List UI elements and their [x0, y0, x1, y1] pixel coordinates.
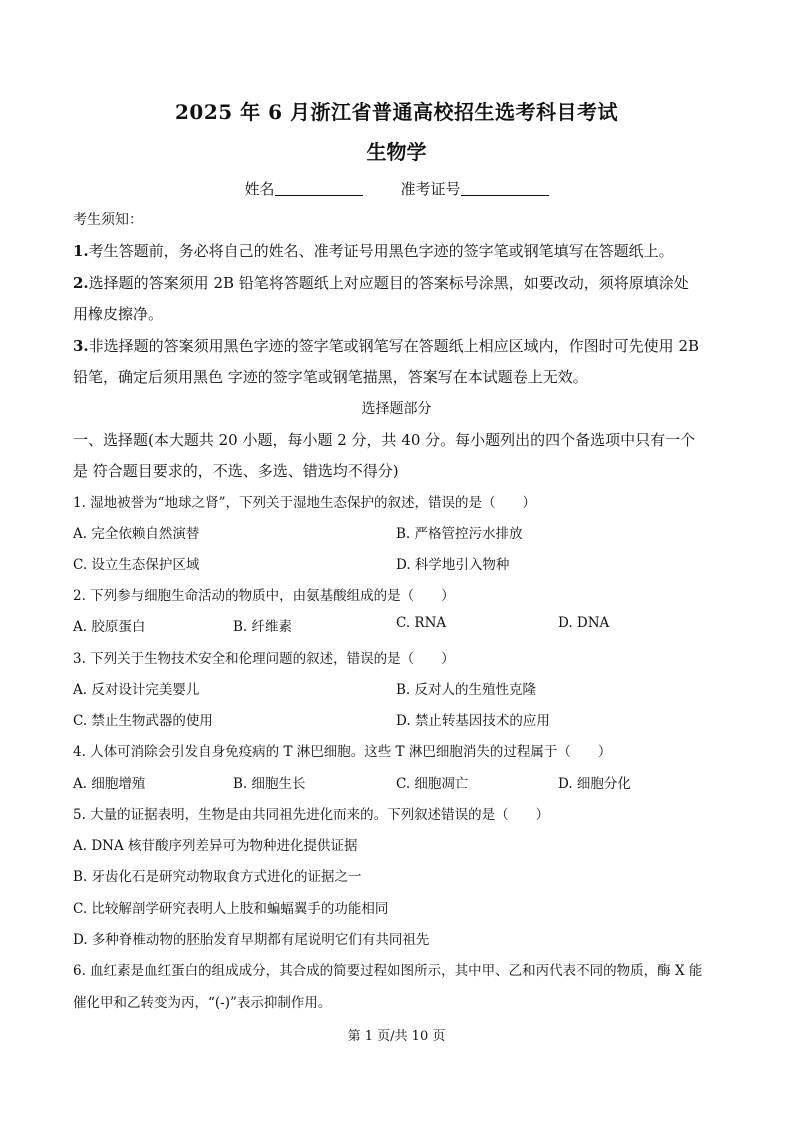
section-title: 选择题部分 [361, 401, 432, 417]
notice-item-2-line-2: 用橡皮擦净。 [73, 305, 164, 323]
question-1-option-a: A. 完全依赖自然演替 [73, 526, 200, 542]
notice-item-2-line-1 [73, 272, 689, 293]
exam-id-label: 准考证号 [400, 180, 461, 198]
notice-item-number: 2. [73, 274, 89, 292]
question-1-option-b: B. 严格管控污水排放 [396, 526, 523, 542]
question-4-option-c: C. 细胞凋亡 [396, 776, 469, 792]
question-4-stem: 4. 人体可消除会引发自身免疫病的 T 淋巴细胞。这些 T 淋巴细胞消失的过程属于（ ） [73, 744, 612, 760]
section-instructions-line-1: 一、选择题(本大题共 20 小题，每小题 2 分，共 40 分。每小题列出的四个备选项中只有一个 [73, 431, 696, 449]
section-instructions-line-2: 是 符合题目要求的，不选、多选、错选均不得分) [73, 462, 399, 480]
question-2-option-a: A. 胶原蛋白 [73, 619, 146, 635]
question-5-stem: 5. 大量的证据表明，生物是由共同祖先进化而来的。下列叙述错误的是（ ） [73, 807, 550, 823]
name-label: 姓名 [244, 180, 275, 198]
notice-item-3-line-1 [73, 335, 699, 356]
question-3-option-a: A. 反对设计完美婴儿 [73, 682, 200, 698]
question-2-option-b: B. 纤维素 [233, 619, 293, 635]
exam-title: 2025 年 6 月浙江省普通高校招生选考科目考试 [175, 100, 618, 124]
question-1-stem: 1. 湿地被誉为“地球之肾”，下列关于湿地生态保护的叙述，错误的是（ ） [73, 495, 536, 511]
page-footer: 第 1 页/共 10 页 [347, 1029, 446, 1044]
question-6-stem-line-1: 6. 血红素是血红蛋白的组成成分，其合成的简要过程如图所示，其中甲、乙和丙代表不同的物质，酶 X 能 [73, 963, 703, 979]
notice-item-number: 3. [73, 337, 89, 355]
subject-title: 生物学 [366, 140, 427, 164]
name-blank-line [275, 195, 363, 196]
question-1-option-d: D. 科学地引入物种 [396, 557, 510, 573]
question-4-option-d: D. 细胞分化 [558, 776, 631, 792]
notice-item-text: 考生答题前，务必将自己的姓名、准考证号用黑色字迹的签字笔或钢笔填写在答题纸上。 [88, 242, 674, 260]
notice-item-text: 非选择题的答案须用黑色字迹的签字笔或钢笔写在答题纸上相应区域内，作图时可先使用 2B [88, 337, 700, 355]
question-2-option-d: D. DNA [558, 615, 610, 631]
notice-item-text: 选择题的答案须用 2B 铅笔将答题纸上对应题目的答案标号涂黑，如要改动，须将原填涂处 [88, 274, 689, 292]
question-5-option-d: D. 多种脊椎动物的胚胎发育早期都有尾说明它们有共同祖先 [73, 932, 430, 948]
question-1-option-c: C. 设立生态保护区域 [73, 557, 200, 573]
question-4-option-b: B. 细胞生长 [233, 776, 306, 792]
question-4-option-a: A. 细胞增殖 [73, 776, 146, 792]
notice-item-3-line-2: 铅笔，确定后须用黑色 字迹的签字笔或钢笔描黑，答案写在本试题卷上无效。 [73, 368, 588, 386]
question-5-option-a: A. DNA 核苷酸序列差异可为物种进化提供证据 [73, 838, 358, 854]
question-2-stem: 2. 下列参与细胞生命活动的物质中，由氨基酸组成的是（ ） [73, 588, 455, 604]
notice-item-1 [73, 240, 674, 261]
question-3-option-c: C. 禁止生物武器的使用 [73, 713, 213, 729]
question-3-option-d: D. 禁止转基因技术的应用 [396, 713, 550, 729]
question-5-option-c: C. 比较解剖学研究表明人上肢和蝙蝠翼手的功能相同 [73, 901, 389, 917]
candidate-info [0, 178, 793, 199]
notice-heading: 考生须知： [73, 212, 143, 228]
exam-id-blank-line [461, 195, 549, 196]
notice-item-number: 1. [73, 242, 89, 260]
question-6-stem-line-2: 催化甲和乙转变为丙，“(-)”表示抑制作用。 [73, 995, 332, 1011]
question-2-option-c: C. RNA [396, 615, 447, 631]
question-5-option-b: B. 牙齿化石是研究动物取食方式进化的证据之一 [73, 869, 362, 885]
question-3-stem: 3. 下列关于生物技术安全和伦理问题的叙述，错误的是（ ） [73, 651, 455, 667]
question-3-option-b: B. 反对人的生殖性克隆 [396, 682, 537, 698]
